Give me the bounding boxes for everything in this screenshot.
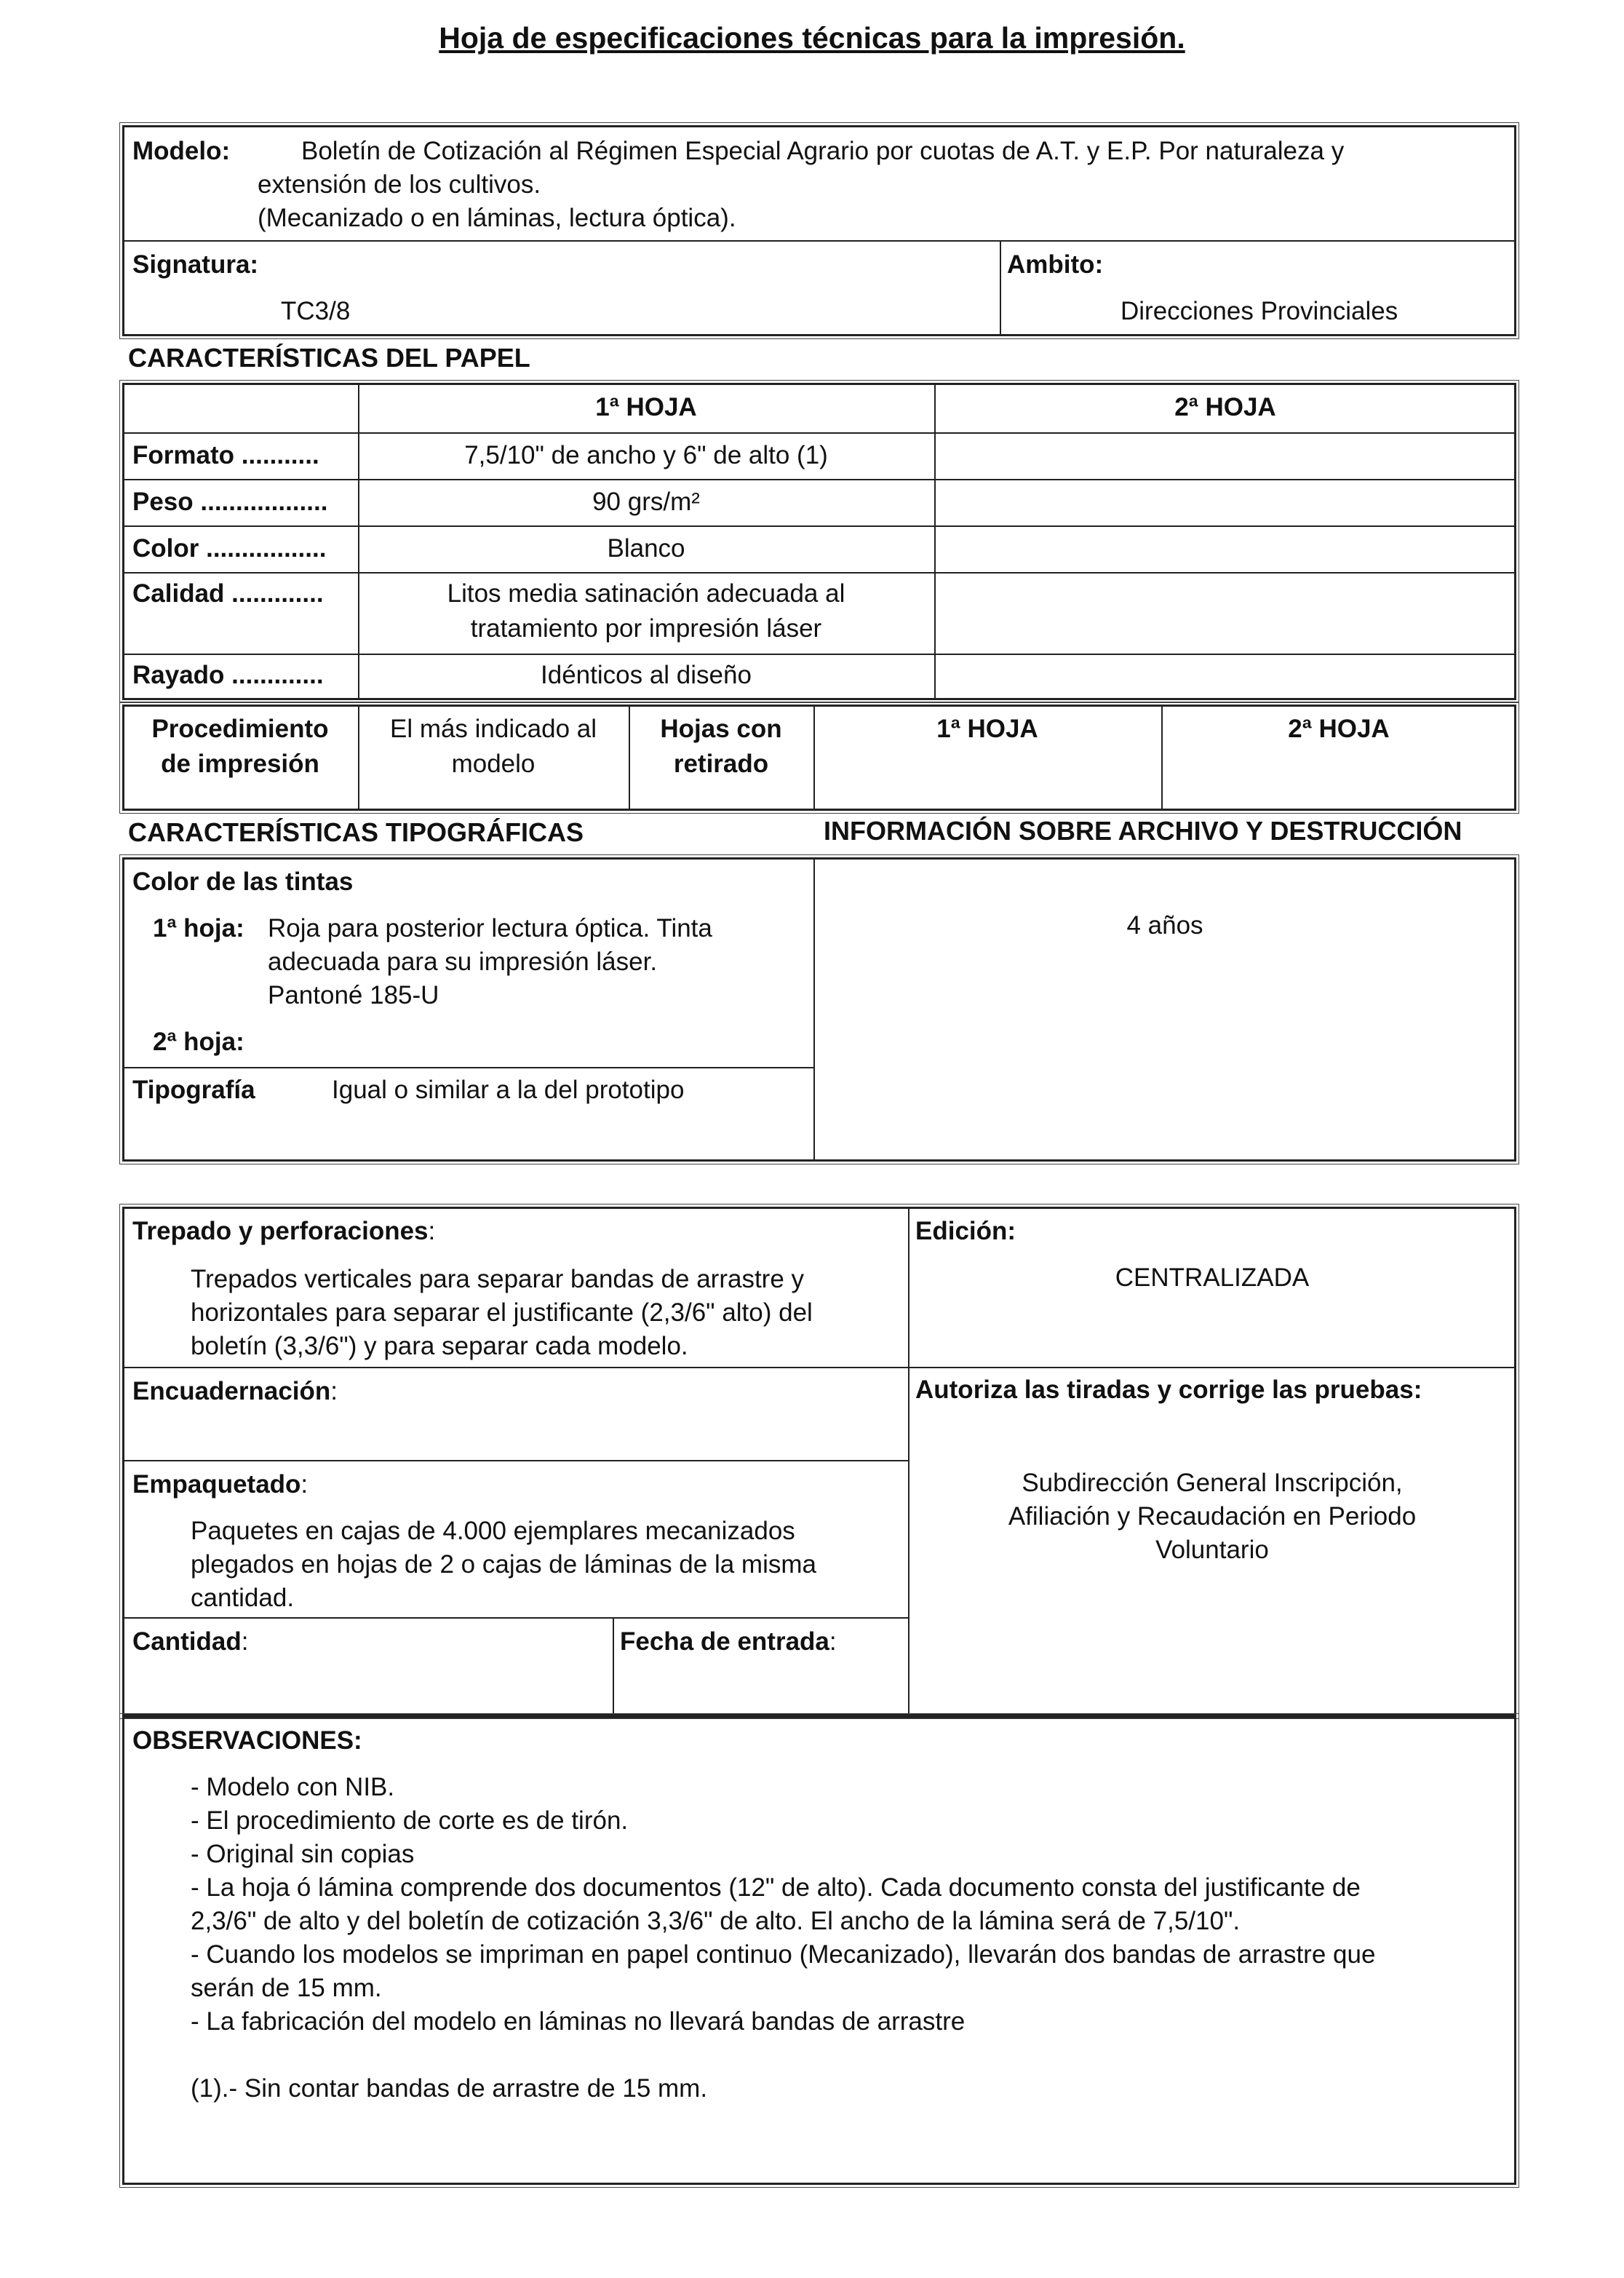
fecha-entrada-label: Fecha de entrada: bbox=[620, 1627, 837, 1656]
divider bbox=[122, 432, 1516, 434]
autoriza-line-2: Afiliación y Recaudación en Periodo bbox=[1008, 1502, 1417, 1531]
divider bbox=[122, 1367, 1516, 1368]
hoja-1-label: 1ª hoja: bbox=[153, 914, 244, 942]
trepado-label: Trepado y perforaciones: bbox=[132, 1217, 436, 1245]
procedimiento-col-2-header: 2ª HOJA bbox=[1288, 715, 1390, 743]
formato-label: Formato ........... bbox=[132, 441, 319, 469]
trepado-line-2: horizontales para separar el justificante (2,3/6" alto) del bbox=[191, 1298, 813, 1327]
divider bbox=[813, 857, 815, 1162]
observacion-item: - Modelo con NIB. bbox=[191, 1773, 395, 1801]
signatura-value: TC3/8 bbox=[281, 297, 351, 325]
color-label: Color ................. bbox=[132, 534, 327, 563]
divider bbox=[122, 525, 1516, 527]
divider bbox=[122, 479, 1516, 480]
papel-section-title: CARACTERÍSTICAS DEL PAPEL bbox=[128, 343, 530, 373]
hoja-2-label: 2ª hoja: bbox=[153, 1028, 244, 1056]
formato-value: 7,5/10" de ancho y 6" de alto (1) bbox=[464, 441, 828, 469]
peso-label: Peso .................. bbox=[132, 488, 328, 516]
hoja-1-line-3: Pantoné 185-U bbox=[268, 981, 439, 1009]
procedimiento-label-line-2: de impresión bbox=[161, 750, 319, 778]
observacion-item: - El procedimiento de corte es de tirón. bbox=[191, 1806, 629, 1835]
divider bbox=[122, 572, 1516, 574]
procedimiento-value-line-2: modelo bbox=[451, 750, 536, 778]
modelo-line-2: extensión de los cultivos. bbox=[258, 170, 541, 199]
peso-value: 90 grs/m² bbox=[592, 488, 700, 516]
hojas-retirado-line-1: Hojas con bbox=[660, 715, 782, 743]
observaciones-label: OBSERVACIONES: bbox=[132, 1726, 362, 1755]
divider bbox=[122, 1067, 815, 1068]
observaciones-footnote: (1).- Sin contar bandas de arrastre de 15 mm. bbox=[191, 2074, 708, 2103]
empaquetado-line-3: cantidad. bbox=[191, 1584, 295, 1612]
rayado-label: Rayado ............. bbox=[132, 661, 324, 689]
ambito-label: Ambito: bbox=[1007, 250, 1104, 279]
observacion-item: - Original sin copias bbox=[191, 1840, 415, 1868]
divider bbox=[613, 1617, 614, 1716]
edicion-label: Edición: bbox=[915, 1217, 1016, 1245]
papel-col-1-header: 1ª HOJA bbox=[595, 393, 697, 421]
trepado-line-1: Trepados verticales para separar bandas de arrastre y bbox=[191, 1265, 805, 1293]
document-title: Hoja de especificaciones técnicas para la impresión. bbox=[439, 21, 1185, 55]
hojas-retirado-line-2: retirado bbox=[673, 750, 769, 778]
observacion-item: - La hoja ó lámina comprende dos documentos (12" de alto). Cada documento consta del justificante de bbox=[191, 1873, 1361, 1902]
encuadernacion-label: Encuadernación: bbox=[132, 1377, 338, 1405]
hoja-1-line-2: adecuada para su impresión láser. bbox=[268, 948, 658, 976]
divider bbox=[1000, 240, 1001, 336]
calidad-value-line-2: tratamiento por impresión láser bbox=[470, 614, 822, 643]
cantidad-label: Cantidad: bbox=[132, 1627, 249, 1656]
archivo-section-title: INFORMACIÓN SOBRE ARCHIVO Y DESTRUCCIÓN bbox=[824, 816, 1462, 846]
autoriza-line-1: Subdirección General Inscripción, bbox=[1022, 1469, 1403, 1497]
procedimiento-col-1-header: 1ª HOJA bbox=[936, 715, 1038, 743]
empaquetado-line-2: plegados en hojas de 2 o cajas de láminas de la misma bbox=[191, 1550, 816, 1579]
calidad-value-line-1: Litos media satinación adecuada al bbox=[447, 579, 845, 608]
tipografia-label: Tipografía bbox=[132, 1076, 255, 1104]
edicion-value: CENTRALIZADA bbox=[1115, 1263, 1310, 1292]
hoja-1-line-1: Roja para posterior lectura óptica. Tinta bbox=[268, 914, 712, 942]
modelo-line-1: Boletín de Cotización al Régimen Especial Agrario por cuotas de A.T. y E.P. Por naturaleza y bbox=[301, 137, 1345, 165]
autoriza-label: Autoriza las tiradas y corrige las pruebas: bbox=[915, 1376, 1422, 1404]
tipograficas-section-title: CARACTERÍSTICAS TIPOGRÁFICAS bbox=[128, 817, 584, 847]
empaquetado-line-1: Paquetes en cajas de 4.000 ejemplares mecanizados bbox=[191, 1517, 795, 1545]
observacion-item: serán de 15 mm. bbox=[191, 1974, 382, 2002]
observacion-item: 2,3/6" de alto y del boletín de cotización 3,3/6" de alto. El ancho de la lámina será de 7,5/10". bbox=[191, 1907, 1241, 1935]
trepado-line-3: boletín (3,3/6") y para separar cada modelo. bbox=[191, 1332, 688, 1360]
divider bbox=[122, 1617, 909, 1619]
procedimiento-label-line-1: Procedimiento bbox=[151, 715, 329, 743]
color-tintas-label: Color de las tintas bbox=[132, 868, 354, 896]
observacion-item: - Cuando los modelos se impriman en papel continuo (Mecanizado), llevarán dos bandas de arrastre que bbox=[191, 1940, 1376, 1969]
autoriza-line-3: Voluntario bbox=[1155, 1536, 1269, 1564]
procedimiento-value-line-1: El más indicado al bbox=[389, 715, 597, 743]
divider bbox=[934, 383, 936, 700]
modelo-line-3: (Mecanizado o en láminas, lectura óptica). bbox=[258, 204, 736, 232]
empaquetado-label: Empaquetado: bbox=[132, 1470, 309, 1499]
signatura-label: Signatura: bbox=[132, 250, 259, 279]
tipografia-value: Igual o similar a la del prototipo bbox=[332, 1076, 685, 1104]
divider bbox=[122, 654, 1516, 655]
rayado-value: Idénticos al diseño bbox=[541, 661, 752, 689]
divider bbox=[122, 240, 1516, 242]
modelo-label: Modelo: bbox=[132, 137, 231, 165]
observacion-item: - La fabricación del modelo en láminas no llevará bandas de arrastre bbox=[191, 2007, 966, 2036]
divider bbox=[122, 1460, 909, 1461]
papel-col-2-header: 2ª HOJA bbox=[1174, 393, 1276, 421]
archivo-value: 4 años bbox=[1126, 911, 1203, 940]
calidad-label: Calidad ............. bbox=[132, 579, 324, 608]
color-value: Blanco bbox=[607, 534, 685, 563]
ambito-value: Direcciones Provinciales bbox=[1121, 297, 1398, 325]
